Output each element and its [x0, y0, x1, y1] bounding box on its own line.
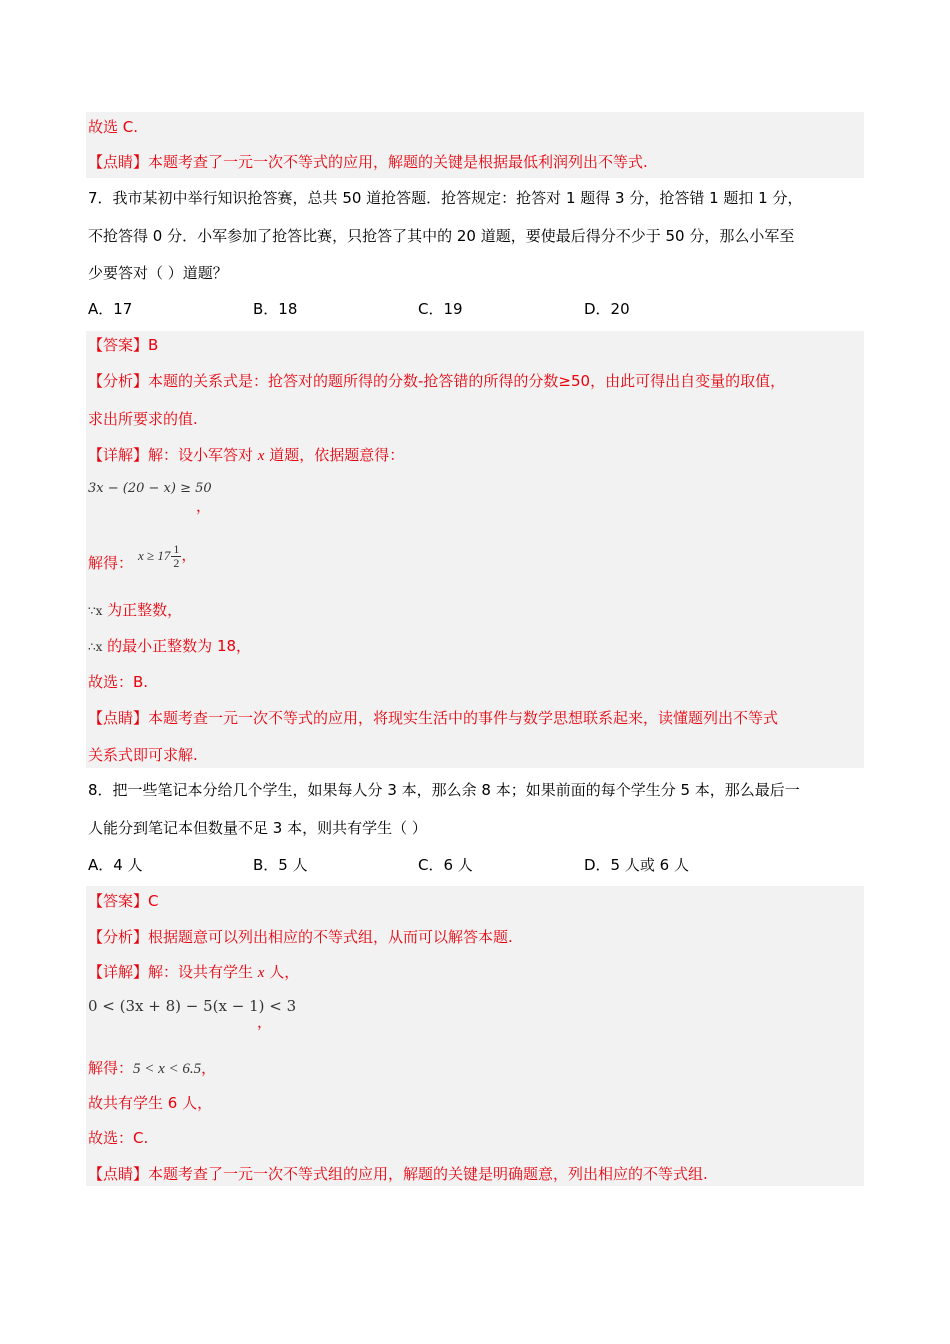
answer-value: B [148, 336, 159, 354]
because-symbol: ∵x [88, 604, 103, 618]
variable-x: x [257, 965, 265, 981]
q8-option-b: B．5 人 [253, 856, 308, 874]
solution-comma: ， [181, 546, 197, 564]
dianjing-tag: 【点睛】 [88, 153, 149, 171]
detail-post: 道题，依据题意得： [264, 446, 405, 464]
q8-choice-line: 故选：C. [88, 1129, 149, 1147]
analysis-text: 本题的关系式是：抢答对的题所得的分数-抢答错的所得的分数≥50，由此可得出自变量的取值， [148, 372, 786, 390]
dianjing-text: 本题考查了一元一次不等式的应用，解题的关键是根据最低利润列出不等式. [148, 153, 648, 171]
therefore-symbol: ∴x [88, 640, 103, 654]
detail-pre: 解：设小军答对 [148, 446, 258, 464]
q7-because-line [88, 600, 182, 621]
q7-detail-line [88, 445, 404, 466]
q8-answer-line [88, 891, 159, 911]
q7-inequality-comma: ， [196, 497, 212, 515]
q7-stem-line1: 7．我市某初中举行知识抢答赛，总共 50 道抢答题．抢答规定：抢答对 1 题得 3 分，抢答错 1 题扣 1 分， [88, 189, 803, 207]
analysis-text: 根据题意可以列出相应的不等式组，从而可以解答本题. [148, 928, 513, 946]
solution-expr: x ≥ 17 [138, 548, 171, 563]
detail-tag: 【详解】 [88, 963, 149, 981]
analysis-tag: 【分析】 [88, 372, 149, 390]
fraction-one-half [171, 543, 181, 570]
solution-comma: ， [201, 1059, 217, 1077]
q8-inequality-comma: ， [257, 1013, 273, 1031]
q7-stem-line2: 不抢答得 0 分．小军参加了抢答比赛，只抢答了其中的 20 道题，要使最后得分不少于 50 分，那么小军至 [88, 227, 795, 245]
q8-solve-line [88, 1058, 216, 1079]
detail-post: 人， [264, 963, 300, 981]
q7-therefore-line [88, 636, 251, 657]
q7-option-a: A．17 [88, 300, 133, 318]
q8-option-d: D．5 人或 6 人 [584, 856, 689, 874]
q8-analysis-line [88, 927, 513, 947]
solve-label: 解得： [88, 1059, 134, 1077]
variable-x: x [257, 448, 265, 464]
solution-expr: 5 < x < 6.5 [133, 1061, 202, 1077]
q8-option-a: A．4 人 [88, 856, 143, 874]
dianjing-tag: 【点睛】 [88, 1165, 149, 1183]
q7-answer-line [88, 335, 158, 355]
answer-block-q7 [86, 331, 864, 768]
q7-option-d: D．20 [584, 300, 630, 318]
q7-dianjing-line1 [88, 708, 778, 728]
dianjing-line [88, 152, 648, 172]
q7-stem-line3: 少要答对（ ）道题？ [88, 264, 228, 282]
answer-tag: 【答案】 [88, 336, 149, 354]
q7-option-b: B．18 [253, 300, 298, 318]
detail-tag: 【详解】 [88, 446, 149, 464]
dianjing-text: 本题考查了一元一次不等式组的应用，解题的关键是明确题意，列出相应的不等式组. [148, 1165, 708, 1183]
q8-detail-line [88, 962, 299, 983]
answer-tag: 【答案】 [88, 892, 149, 910]
fraction-numerator: 1 [173, 542, 180, 556]
q7-solution [138, 543, 196, 570]
q8-stem-line2: 人能分到笔记本但数量不足 3 本，则共有学生（ ） [88, 819, 427, 837]
q7-choice-line: 故选：B. [88, 673, 149, 691]
choice-line: 故选 C. [88, 118, 139, 136]
q8-inequality: 0 < (3x + 8) − 5(x − 1) < 3 [88, 997, 297, 1015]
q8-option-c: C．6 人 [418, 856, 473, 874]
q7-solve-line [88, 553, 133, 573]
therefore-text: 的最小正整数为 18， [102, 637, 252, 655]
q7-inequality: 3x − (20 − x) ≥ 50 [88, 481, 212, 496]
q8-conclusion-line: 故共有学生 6 人， [88, 1094, 213, 1112]
q7-option-c: C．19 [418, 300, 463, 318]
q7-analysis-line2: 求出所要求的值. [88, 410, 198, 428]
analysis-tag: 【分析】 [88, 928, 149, 946]
q7-analysis-line1 [88, 371, 785, 391]
answer-value: C [148, 892, 159, 910]
q8-stem-line1: 8．把一些笔记本分给几个学生，如果每人分 3 本，那么余 8 本；如果前面的每个学生分 5 本，那么最后一 [88, 781, 800, 799]
q8-dianjing-line [88, 1164, 708, 1184]
q7-dianjing-line2: 关系式即可求解. [88, 746, 198, 764]
detail-pre: 解：设共有学生 [148, 963, 258, 981]
solve-label: 解得： [88, 554, 134, 572]
dianjing-tag: 【点睛】 [88, 709, 149, 727]
dianjing-text: 本题考查一元一次不等式的应用，将现实生活中的事件与数学思想联系起来，读懂题列出不等式 [148, 709, 779, 727]
fraction-denominator: 2 [173, 556, 180, 570]
because-text: 为正整数， [102, 601, 183, 619]
